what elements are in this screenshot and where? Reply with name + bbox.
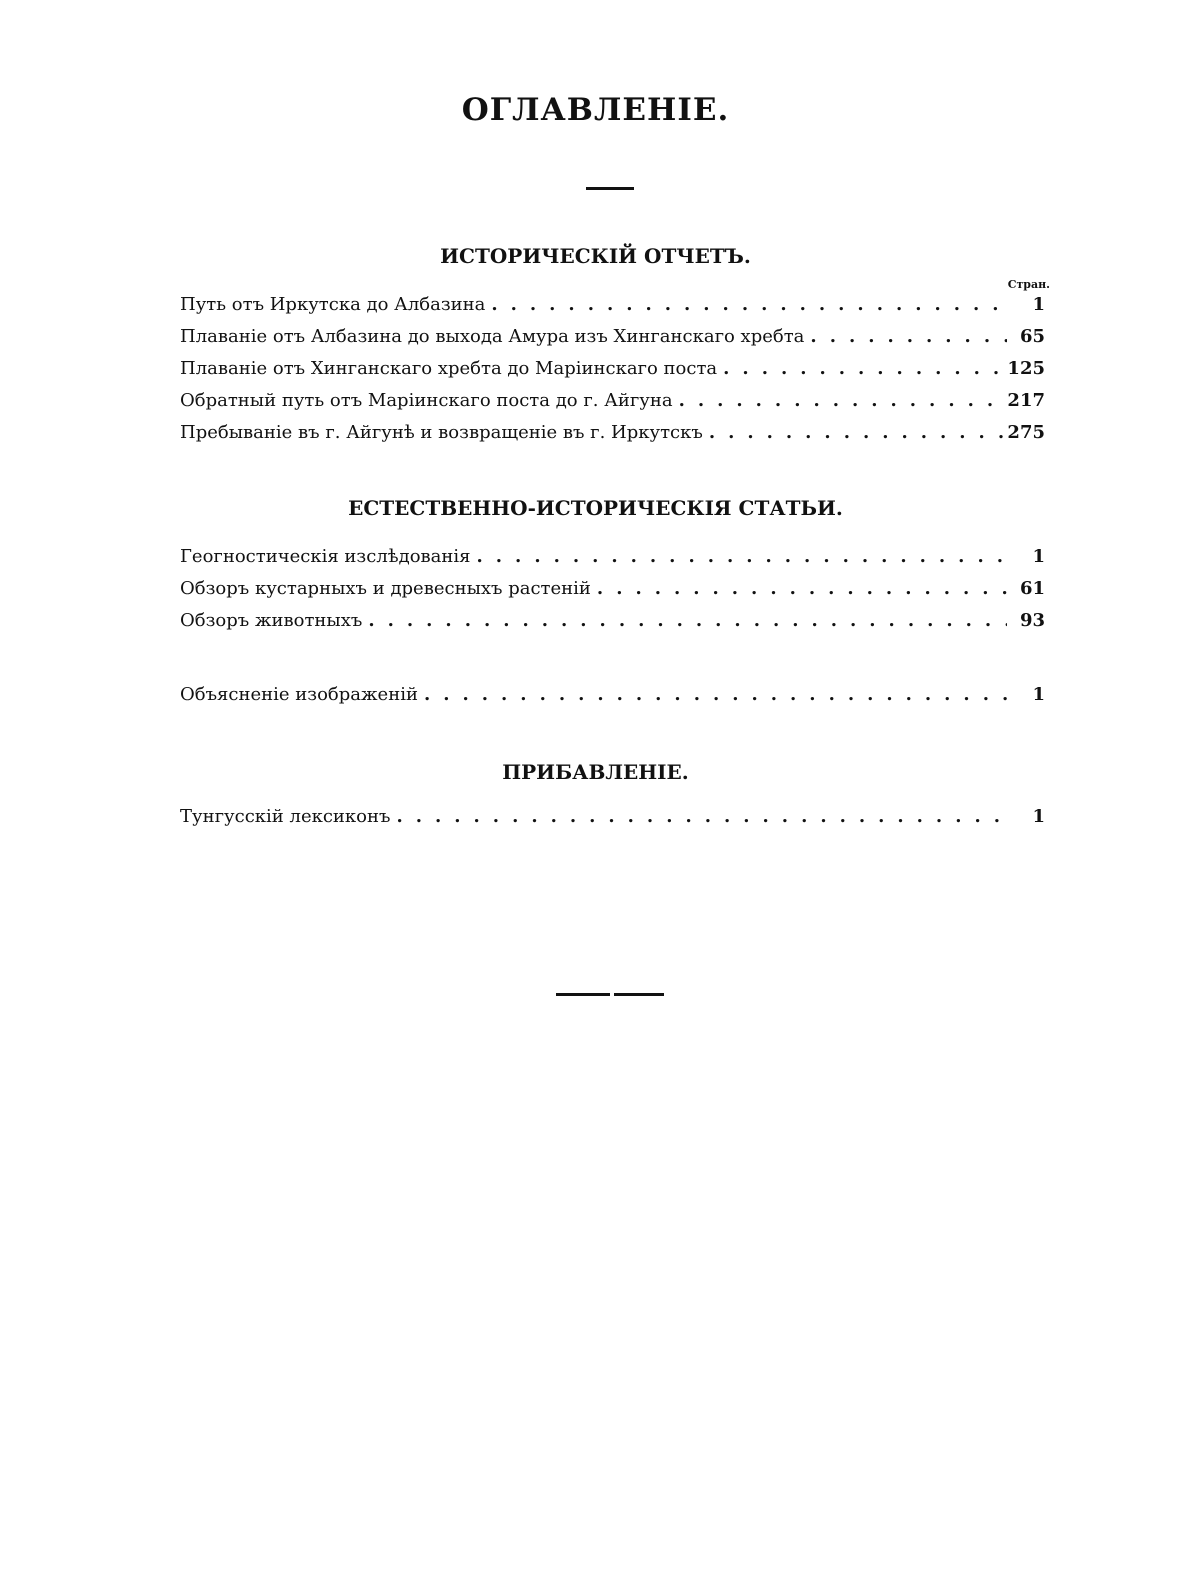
toc-entry[interactable] (180, 390, 1045, 420)
toc-entry-title: Обзоръ животныхъ (180, 610, 363, 631)
toc-entry-page: 1 (1032, 294, 1045, 315)
toc-entry-title: Обратный путь отъ Марiинскаго поста до г. Айгуна (180, 390, 673, 411)
leader-dots (477, 546, 1007, 567)
page-column-label: Стран. (1007, 278, 1050, 291)
end-rule-right (614, 993, 664, 996)
toc-entry-title: Геогностическiя изслѣдованiя (180, 546, 471, 567)
toc-entry[interactable] (180, 546, 1045, 576)
section-title-natural-history: ЕСТЕСТВЕННО-ИСТОРИЧЕСКIЯ СТАТЬИ. (348, 496, 843, 520)
leader-dots (424, 684, 1007, 705)
leader-dots (810, 326, 1007, 347)
toc-entry[interactable] (180, 610, 1045, 640)
toc-entry-page: 125 (1007, 358, 1045, 379)
section-title-historical: ИСТОРИЧЕСКIЙ ОТЧЕТЪ. (440, 244, 751, 268)
toc-entry[interactable] (180, 684, 1045, 714)
toc-entry-title: Плаванiе отъ Албазина до выхода Амура изъ Хинганскаго хребта (180, 326, 805, 347)
toc-entry-page: 1 (1032, 806, 1045, 827)
toc-entry-title: Путь отъ Иркутска до Албазина (180, 294, 486, 315)
toc-entry-title: Обзоръ кустарныхъ и древесныхъ растенiй (180, 578, 591, 599)
toc-entry[interactable] (180, 358, 1045, 388)
toc-entry[interactable] (180, 294, 1045, 324)
toc-entry[interactable] (180, 806, 1045, 836)
section-title-appendix: ПРИБАВЛЕНIЕ. (502, 760, 689, 784)
toc-entry-page: 61 (1019, 578, 1045, 599)
toc-entry[interactable] (180, 422, 1045, 452)
title-rule (586, 187, 634, 190)
toc-entry-page: 217 (1007, 390, 1045, 411)
leader-dots (368, 610, 1007, 631)
toc-entry-title: Пребыванiе въ г. Айгунѣ и возвращенiе въ г. Иркутскъ (180, 422, 703, 443)
toc-entry-title: Объясненiе изображенiй (180, 684, 418, 705)
toc-entry-page: 1 (1032, 546, 1045, 567)
toc-entry-page: 275 (1007, 422, 1045, 443)
end-rule-left (556, 993, 610, 996)
page-title: ОГЛАВЛЕНIЕ. (461, 92, 730, 128)
toc-entry[interactable] (180, 326, 1045, 356)
leader-dots (491, 294, 1007, 315)
leader-dots (723, 358, 1003, 379)
toc-entry-page: 65 (1019, 326, 1045, 347)
toc-entry-title: Тунгусскiй лексиконъ (180, 806, 391, 827)
toc-entry-title: Плаванiе отъ Хинганскаго хребта до Марiинскаго поста (180, 358, 718, 379)
toc-entry-page: 1 (1032, 684, 1045, 705)
leader-dots (679, 390, 1004, 411)
leader-dots (396, 806, 1007, 827)
leader-dots (597, 578, 1007, 599)
leader-dots (709, 422, 1004, 443)
toc-entry[interactable] (180, 578, 1045, 608)
toc-entry-page: 93 (1019, 610, 1045, 631)
